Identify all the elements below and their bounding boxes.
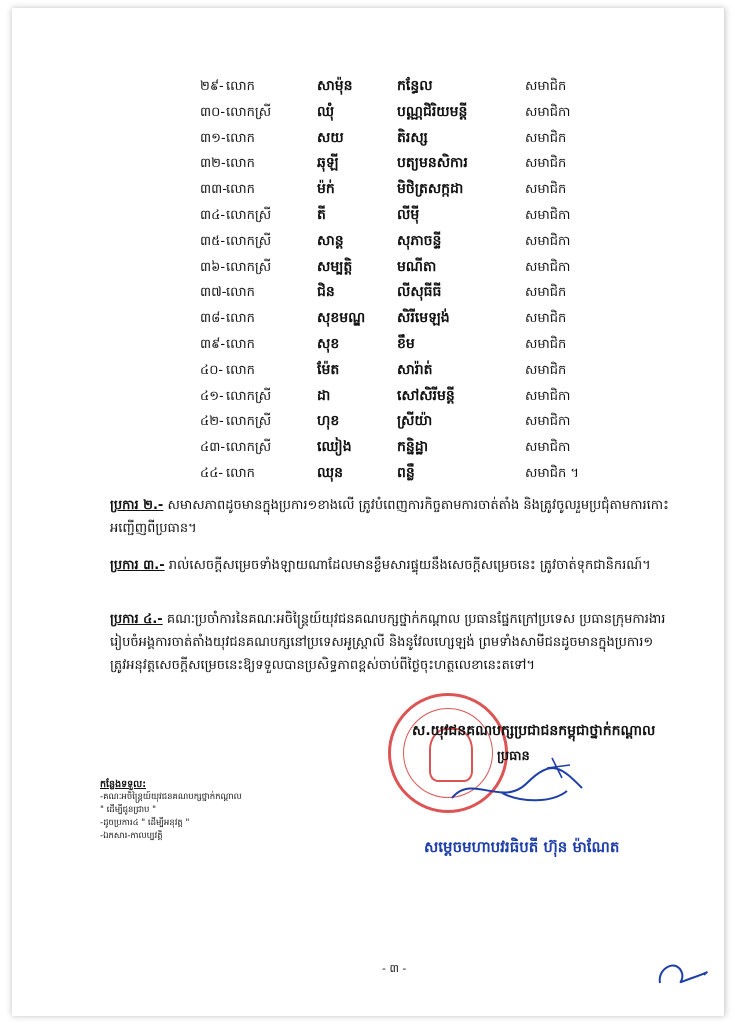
member-number: ៣៥- xyxy=(200,233,226,249)
member-role: សមាជិក ។ xyxy=(525,465,579,481)
member-number: ៣២- xyxy=(200,156,226,172)
member-first-name: ហុខ xyxy=(317,413,340,430)
recipient-item: -ឯកសារ-កាលប្បវត្តិ xyxy=(100,831,163,841)
member-role: សមាជិក xyxy=(525,156,567,172)
member-row xyxy=(200,151,620,177)
signer-organization: ស.យុវជនគណបក្សប្រជាជនកម្ពុជាថ្នាក់កណ្តាល xyxy=(412,723,656,739)
member-title: លោកស្រី xyxy=(226,207,272,223)
member-number: ៤៣- xyxy=(200,440,226,456)
article-3 xyxy=(110,554,670,577)
member-role: សមាជិក xyxy=(525,362,567,378)
member-role: សមាជិក xyxy=(525,285,567,301)
member-row xyxy=(200,435,620,461)
member-last-name: បត្យមនសិការ xyxy=(397,155,468,172)
member-last-name: សុភាចន្ទី xyxy=(397,232,442,249)
article-heading: ប្រការ ២.- xyxy=(110,498,164,513)
member-row xyxy=(200,229,620,255)
member-row xyxy=(200,332,620,358)
member-last-name: លីសុធីធី xyxy=(397,284,442,301)
member-last-name: លីម៉ី xyxy=(397,206,420,223)
article-body: រាល់សេចក្តីសម្រេចទាំងឡាយណាដែលមានខ្លឹមសារផ្ទុយនឹងសេចក្តីសម្រេចនេះ ត្រូវចាត់ទុកជានិករណ៍។ xyxy=(168,558,651,573)
member-last-name: សៅសិរីមន្តី xyxy=(397,387,455,404)
member-last-name: កន្ធែល xyxy=(397,78,433,94)
member-last-name: សារ៉ាត់ xyxy=(397,361,433,378)
member-first-name: សុខ xyxy=(317,335,340,352)
member-role: សមាជិក xyxy=(525,182,567,198)
member-role: សមាជិកា xyxy=(525,414,571,430)
member-first-name: តី xyxy=(317,206,326,223)
article-heading: ប្រការ ៤.- xyxy=(110,612,163,627)
member-first-name: ឈុន xyxy=(317,464,343,481)
recipient-item: " ដើម្បីជូនជ្រាប " xyxy=(100,805,157,815)
signer-role: ប្រធាន xyxy=(497,749,530,764)
member-role: សមាជិកា xyxy=(525,104,571,120)
member-row xyxy=(200,100,620,126)
member-first-name: ឆុឡី xyxy=(317,155,339,172)
recipients-heading: កន្លែងទទួល: xyxy=(100,779,147,790)
member-number: ៣៣- xyxy=(200,182,227,198)
member-number: ៣០- xyxy=(200,104,226,120)
member-number: ៣៨- xyxy=(200,311,226,327)
member-title: លោកស្រី xyxy=(226,259,272,275)
member-title: លោក xyxy=(226,156,255,172)
member-number: ៤១- xyxy=(200,388,224,404)
member-last-name: ពន្លឺ xyxy=(397,464,415,481)
member-last-name: តិរស្ស xyxy=(397,129,428,146)
member-role: សមាជិកា xyxy=(525,259,571,275)
recipients-block xyxy=(100,778,242,843)
member-row xyxy=(200,461,620,487)
member-first-name: សយ xyxy=(317,129,344,146)
member-last-name: ស្រីយ៉ា xyxy=(397,413,433,430)
member-row xyxy=(200,306,620,332)
member-first-name: ម៉ែត xyxy=(317,361,340,378)
member-row xyxy=(200,177,620,203)
member-title: លោកស្រី xyxy=(226,233,272,249)
member-number: ៤០- xyxy=(200,362,224,378)
member-title: លោក xyxy=(226,336,255,352)
member-first-name: ជិន xyxy=(317,284,335,301)
member-title: លោកស្រី xyxy=(226,388,272,404)
member-title: លោក xyxy=(226,311,255,327)
member-role: សមាជិក xyxy=(525,311,567,327)
member-number: ៣៤- xyxy=(200,207,226,223)
member-title: លោក xyxy=(226,362,255,378)
member-first-name: សុខមណ្ឌ xyxy=(317,310,366,327)
member-row xyxy=(200,255,620,281)
member-last-name: កន្និដ្ឋា xyxy=(397,439,429,456)
member-first-name: សាម៉ុន xyxy=(317,78,353,94)
member-last-name: មិថិត្រសក្កដា xyxy=(397,181,464,198)
ink-mark xyxy=(652,953,712,993)
member-title: លោក xyxy=(226,79,255,94)
member-number: ៣៧- xyxy=(200,285,227,301)
member-first-name: សាន្ត xyxy=(317,232,344,249)
member-list xyxy=(200,74,620,487)
member-first-name: ឈុំ xyxy=(317,103,335,120)
member-title: លោក xyxy=(226,285,255,301)
page-number: - ៣ - xyxy=(382,962,407,975)
member-role: សមាជិក xyxy=(525,130,567,146)
member-title: លោកស្រី xyxy=(226,104,272,120)
member-number: ៤៤- xyxy=(200,465,224,481)
member-first-name: ដា xyxy=(317,387,331,404)
member-last-name: ខឹម xyxy=(397,335,415,352)
article-body: សមាសភាពដូចមានក្នុងប្រការ១ខាងលើ ត្រូវបំពេញការកិច្ចតាមការចាត់តាំង និងត្រូវចូលរួមប្រជុំតាមការកោះអញ្ជើញពីប្រធាន។ xyxy=(110,498,669,536)
member-role: សមាជិក xyxy=(525,336,567,352)
recipient-item: -ដូចប្រការ៤ " ដើម្បីអនុវត្ត " xyxy=(100,818,190,828)
member-title: លោក xyxy=(226,465,255,481)
recipient-item: -គណៈអចិន្ត្រៃយ៍យុវជនគណបក្សថ្នាក់កណ្តាល xyxy=(100,792,242,802)
member-first-name: ឈៀង xyxy=(317,439,352,456)
member-role: សមាជិកា xyxy=(525,207,571,223)
member-role: សមាជិកា xyxy=(525,440,571,456)
member-last-name: បណ្ណជិរិយមន្តី xyxy=(397,103,468,120)
member-row xyxy=(200,280,620,306)
member-number: ៣៩- xyxy=(200,336,226,352)
article-4 xyxy=(110,608,670,677)
member-number: ៣១- xyxy=(200,130,226,146)
member-last-name: មណីតា xyxy=(397,258,437,275)
member-first-name: សម្បត្តិ xyxy=(317,258,353,275)
member-title: លោកស្រី xyxy=(226,414,272,430)
member-role: សមាជិកា xyxy=(525,233,571,249)
article-heading: ប្រការ ៣.- xyxy=(110,558,165,573)
article-2 xyxy=(110,494,670,540)
member-last-name: សិរីមេឡង់ xyxy=(397,310,450,327)
member-row xyxy=(200,384,620,410)
member-role: សមាជិកា xyxy=(525,388,571,404)
member-row xyxy=(200,126,620,152)
member-number: ៣៦- xyxy=(200,259,226,275)
member-title: លោក xyxy=(226,130,255,146)
signer-name: សម្តេចមហាបវរធិបតី ហ៊ុន ម៉ាណែត xyxy=(424,838,620,856)
member-title: លោក xyxy=(226,182,255,198)
member-title: លោកស្រី xyxy=(226,440,272,456)
member-row xyxy=(200,358,620,384)
document-page xyxy=(12,8,725,1016)
member-role: សមាជិក xyxy=(525,79,567,94)
member-row xyxy=(200,74,620,100)
member-row xyxy=(200,409,620,435)
member-row xyxy=(200,203,620,229)
member-number: ២៩- xyxy=(200,79,224,94)
article-body: គណៈប្រចាំការនៃគណៈអចិន្ត្រៃយ៍យុវជនគណបក្សថ្នាក់កណ្តាល ប្រធានផ្នែកក្រៅប្រទេស ប្រធានក្រុមការងាររៀបចំអង្គការចាត់តាំងយុវជនគណបក្សនៅប្រទេសអូស្ត្រាលី និងនូវែលហ្សេឡង់ ព្រមទាំងសាមីជនដូចមានក្នុងប្រការ១ ត្រូវអនុវត្តសេចក្តីសម្រេចនេះឱ្យទទួលបានប្រសិទ្ធភាពខ្ពស់ចាប់ពីថ្ងៃចុះហត្ថលេខានេះតទៅ។ xyxy=(110,612,666,673)
member-number: ៤២- xyxy=(200,414,224,430)
member-first-name: ម៉ក់ xyxy=(317,181,335,198)
